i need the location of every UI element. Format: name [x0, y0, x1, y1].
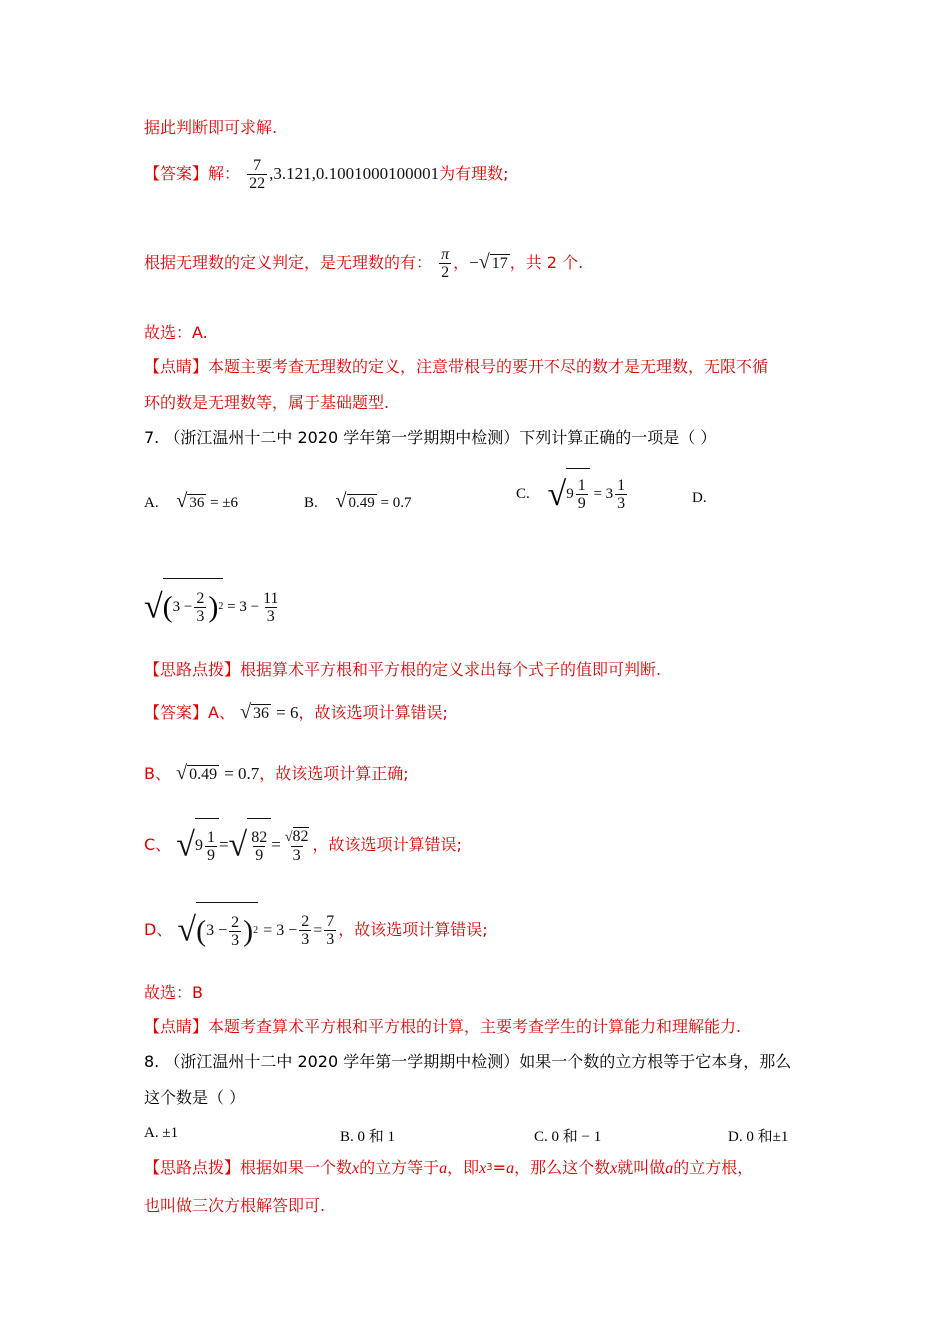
var-a: a: [665, 1160, 674, 1177]
frac-den: 9: [255, 846, 264, 864]
frac-num: 2: [231, 913, 240, 931]
sqrt-paren: [196, 902, 258, 959]
answer-suffix: ，故该选项计算错误;: [298, 703, 448, 722]
answer-tag: 【答案】: [144, 703, 209, 722]
sqrt-paren: [163, 578, 224, 636]
option-rhs: = ±6: [210, 495, 239, 511]
minus-sign: −: [469, 253, 479, 272]
silu-line-8-2: 也叫做三次方根解答即可.: [144, 1196, 326, 1215]
sqrt-icon: √: [284, 829, 293, 845]
sqrt-icon: √: [176, 826, 195, 864]
paren-right-icon: ): [243, 914, 254, 948]
answer-numbers: ,3.121,0.1001000100001: [269, 164, 440, 183]
paren-left-icon: (: [196, 914, 207, 948]
eq: =: [218, 835, 229, 854]
silu-text: 根据如果一个数: [240, 1158, 353, 1177]
answer-option: D、: [144, 920, 173, 939]
var-x: x: [610, 1160, 618, 1177]
sqrt-icon: √: [228, 826, 248, 864]
fraction-82-9: [249, 829, 269, 864]
answer-7b: [144, 758, 409, 788]
rhs: = 6: [276, 703, 299, 722]
sqrt-icon: √: [335, 490, 347, 512]
answer-option: C、: [144, 835, 172, 854]
sqrt-icon: √: [144, 588, 163, 626]
option-label: B.: [304, 495, 318, 511]
paren-right-icon: ): [208, 590, 219, 624]
sqrt-36: [187, 495, 206, 512]
paren-left-icon: (: [162, 590, 173, 624]
frac-num: 2: [301, 913, 310, 930]
question-8-line-2: 这个数是（ ）: [144, 1088, 246, 1107]
sqrt-icon: √: [176, 490, 188, 512]
frac-den: 22: [249, 175, 266, 192]
exponent: 3: [486, 1162, 493, 1173]
irrational-prefix: 根据无理数的定义判定，是无理数的有：: [144, 253, 433, 272]
fraction-2-3b: [299, 913, 311, 948]
silu-text: 的立方等于: [359, 1158, 440, 1177]
answer-option: B、: [144, 764, 171, 783]
q8-option-c[interactable]: C. 0 和 − 1: [534, 1129, 602, 1145]
silu-text: 的立方根，: [673, 1158, 754, 1177]
whole-part: 9: [566, 486, 574, 502]
frac-num: 11: [263, 590, 279, 608]
eq: = 3 −: [263, 922, 298, 939]
fraction-2-3: [194, 590, 206, 625]
q8-option-d[interactable]: D. 0 和±1: [728, 1129, 789, 1145]
answer-suffix: ，故该选项计算正确;: [259, 764, 409, 783]
fraction-11-3: [261, 590, 280, 625]
exponent: 2: [218, 601, 224, 612]
question-8-line-1: 8. （浙江温州十二中 2020 学年第一学期期中检测）如果一个数的立方根等于它本身，那么: [144, 1052, 792, 1071]
fraction-2-3: [229, 914, 241, 949]
frac-den: 3: [617, 495, 626, 513]
answer-7d: [144, 902, 488, 958]
q7-option-c[interactable]: [516, 468, 629, 518]
q7-option-b[interactable]: [304, 490, 411, 513]
sqrt-icon: √: [240, 701, 252, 723]
sqrt-mixed: [195, 818, 219, 873]
answer-suffix: 为有理数;: [439, 164, 509, 183]
fraction-1-3: [615, 477, 627, 512]
dianjing-line-2: 环的数是无理数等，属于基础题型.: [144, 393, 390, 412]
frac-num: 7: [253, 157, 262, 174]
frac-den: 9: [206, 846, 215, 864]
sqrt-icon: √: [547, 475, 567, 513]
frac-num: 1: [577, 477, 586, 495]
fraction-pi-2: [439, 246, 451, 281]
frac-den: 3: [196, 608, 205, 626]
frac-num: 82: [292, 827, 309, 845]
frac-num: 1: [206, 828, 215, 846]
fraction-1-9: [576, 477, 588, 512]
eq: =: [313, 922, 323, 939]
three-minus: 3 −: [172, 599, 193, 615]
silu-text: ，那么这个数: [514, 1158, 611, 1177]
silu-tag: 【思路点拨】: [144, 1158, 241, 1177]
irrational-suffix: ，共 2 个.: [509, 253, 584, 272]
answer-prefix: 解：: [208, 164, 241, 183]
option-label: A.: [144, 495, 159, 511]
answer-7a: [144, 697, 448, 727]
fraction-sqrt82-3: [283, 828, 311, 864]
question-7: 7. （浙江温州十二中 2020 学年第一学期期中检测）下列计算正确的一项是（ ）: [144, 428, 717, 447]
eq: =: [271, 835, 281, 854]
silu-text: 根据算术平方根和平方根的定义求出每个式子的值即可判断.: [240, 660, 662, 679]
sqrt-frac: [247, 818, 271, 873]
var-x: x: [352, 1160, 360, 1177]
fraction-7-3: [324, 913, 336, 948]
silu-tag: 【思路点拨】: [144, 660, 241, 679]
radicand: 0.49: [189, 766, 218, 783]
frac-num: 82: [251, 828, 268, 846]
answer-line-1: [144, 152, 509, 196]
silu-text: 就叫做: [617, 1158, 666, 1177]
q7-option-d-expression: [144, 578, 282, 634]
silu-line-7: [144, 660, 661, 680]
answer-suffix: ，故该选项计算错误;: [312, 835, 462, 854]
exponent: 2: [253, 925, 259, 936]
q8-option-b[interactable]: B. 0 和 1: [340, 1129, 396, 1145]
option-eq: = 3: [593, 486, 614, 502]
option-rhs: = 0.7: [380, 495, 412, 511]
text-line-1: 据此判断即可求解.: [144, 118, 278, 137]
frac-den: 3: [301, 931, 310, 948]
option-label: C.: [516, 486, 530, 502]
frac-den: 3: [231, 931, 240, 949]
frac-den: 3: [292, 846, 301, 864]
radicand: 36: [189, 495, 205, 511]
fraction-7-22: [247, 157, 267, 192]
frac-num: π: [441, 246, 450, 263]
silu-text: ，即: [447, 1158, 480, 1177]
sqrt-mixed: [566, 468, 590, 519]
dianjing-line-1: [144, 357, 768, 377]
frac-num: 7: [326, 913, 335, 930]
rhs: = 0.7: [224, 764, 260, 783]
sqrt-icon: √: [478, 251, 490, 273]
separator: ，: [453, 253, 470, 272]
dianjing-text: 本题主要考查无理数的定义，注意带根号的要开不尽的数才是无理数，无限不循: [208, 357, 769, 376]
fraction-1-9: [205, 829, 217, 864]
dianjing-line-7: [144, 1017, 741, 1037]
dianjing-tag: 【点睛】: [144, 357, 209, 376]
dianjing-text: 本题考查算术平方根和平方根的计算，主要考查学生的计算能力和理解能力.: [208, 1017, 742, 1036]
option-eq: = 3 −: [227, 599, 260, 615]
sqrt-icon: √: [177, 911, 197, 949]
q8-option-a[interactable]: A. ±1: [144, 1125, 179, 1141]
sqrt-36: [251, 699, 271, 729]
choice-line: 故选：A.: [144, 323, 208, 342]
q7-option-d[interactable]: D.: [692, 490, 707, 506]
var-a: a: [506, 1160, 515, 1177]
sqrt-icon: √: [176, 762, 188, 784]
sqrt-0-49: [187, 760, 219, 790]
choice-line-7: 故选：B: [144, 983, 203, 1002]
q7-option-a[interactable]: [144, 490, 238, 513]
dianjing-tag: 【点睛】: [144, 1017, 209, 1036]
answer-tag: 【答案】: [144, 164, 209, 183]
sqrt-17: [490, 242, 510, 286]
answer-option: A、: [208, 703, 235, 722]
answer-7c: [144, 818, 462, 872]
radicand: 17: [491, 255, 508, 272]
radicand: 0.49: [348, 495, 375, 511]
frac-num: 1: [617, 477, 626, 495]
whole-part: 9: [194, 837, 203, 854]
irrational-line: [144, 240, 583, 284]
silu-line-8: [144, 1158, 753, 1179]
radicand: 36: [253, 705, 270, 722]
frac-den: 9: [577, 495, 586, 513]
frac-den: 3: [266, 608, 275, 626]
answer-suffix: ，故该选项计算错误;: [338, 920, 488, 939]
frac-den: 3: [326, 931, 335, 948]
frac-den: 2: [441, 264, 450, 281]
frac-num: 2: [196, 590, 205, 608]
sqrt-0-49: [347, 495, 377, 512]
var-x: x: [479, 1160, 487, 1177]
var-a: a: [439, 1160, 448, 1177]
eq: =: [492, 1158, 507, 1177]
three-minus: 3 −: [206, 922, 228, 939]
